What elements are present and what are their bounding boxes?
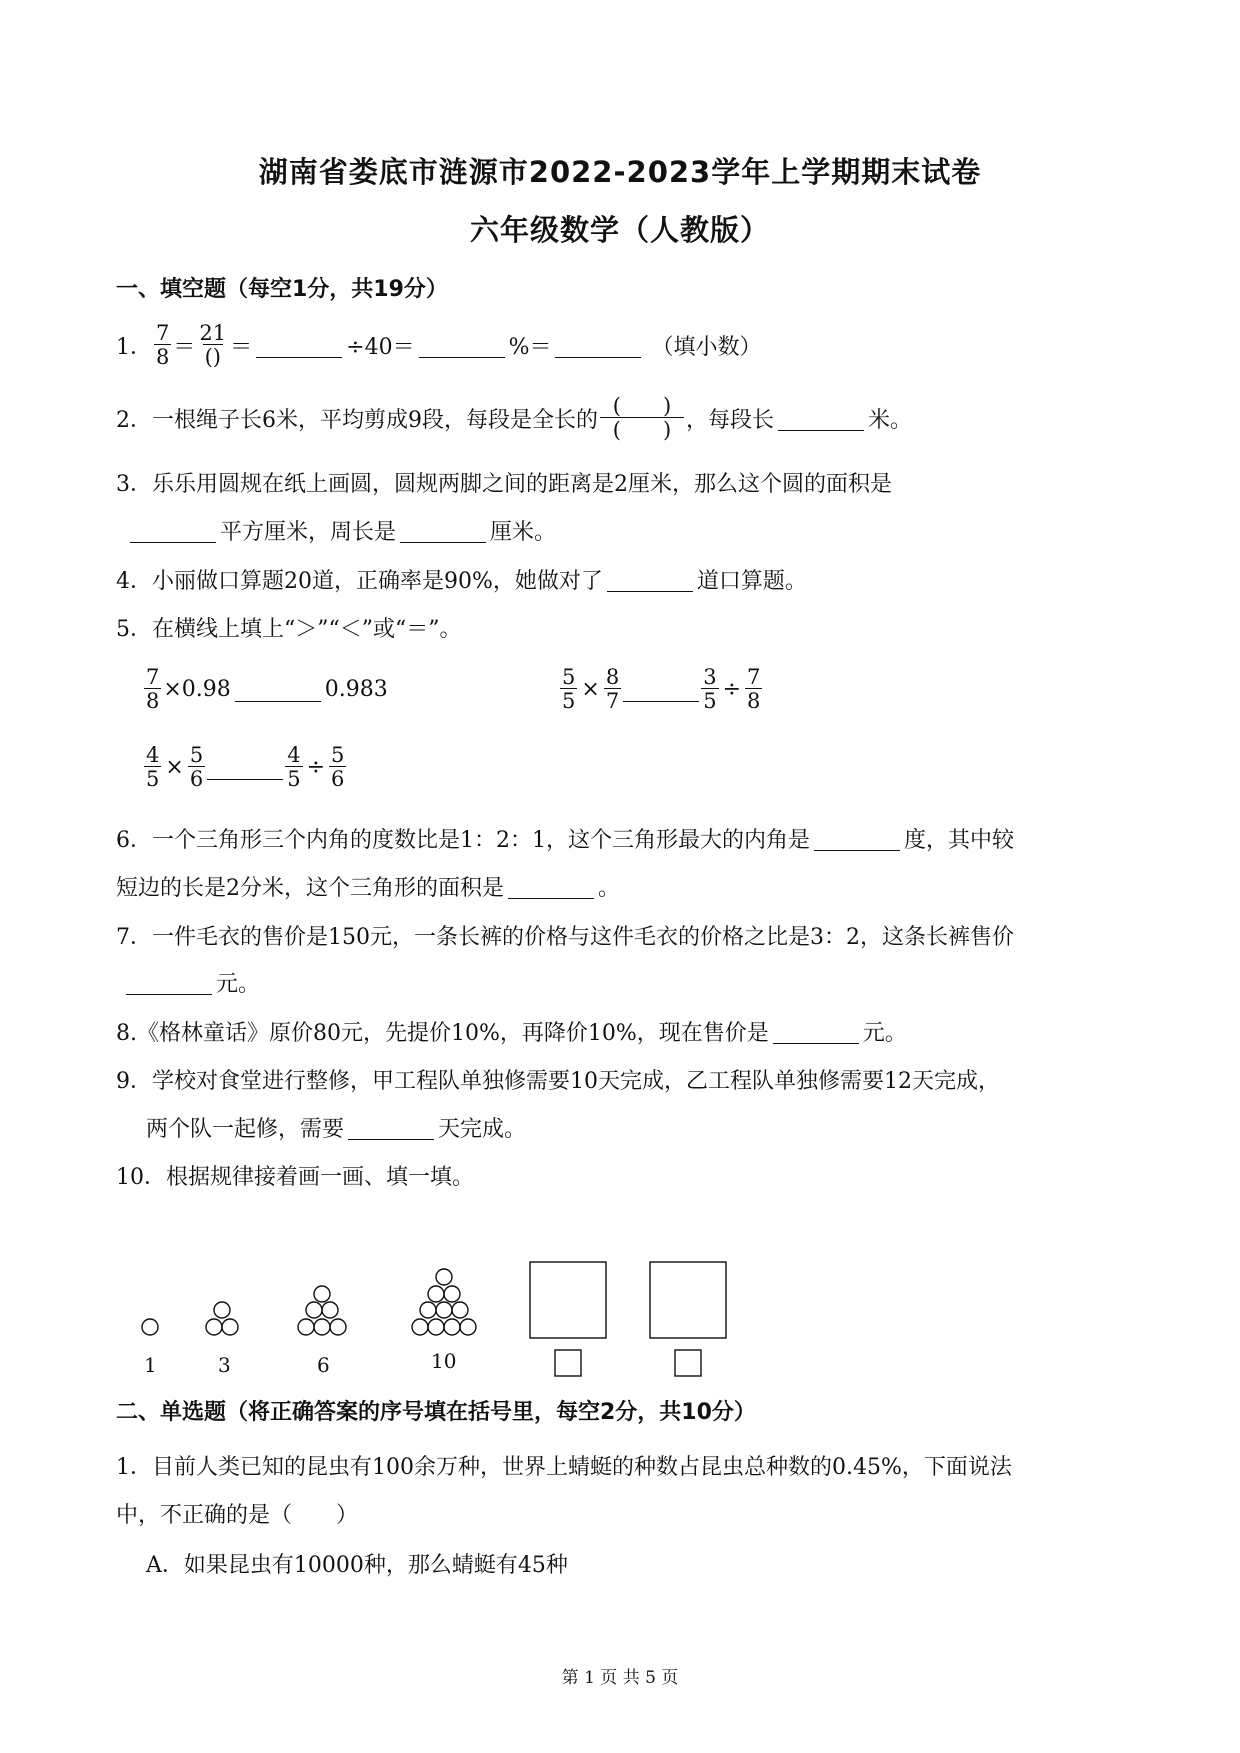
- answer-blank[interactable]: [235, 677, 321, 702]
- answer-blank[interactable]: [348, 1115, 434, 1140]
- pattern-circle: [314, 1286, 330, 1302]
- pattern-circle: [452, 1302, 468, 1318]
- fraction-blank[interactable]: $\frac{( )}{( )}$: [600, 396, 684, 441]
- question-1-9-cont: 两个队一起修，需要 天完成。: [146, 1116, 527, 1142]
- answer-blank[interactable]: [778, 406, 864, 431]
- answer-blank[interactable]: [607, 567, 693, 592]
- fraction: $\frac{7}{8}$: [156, 320, 170, 369]
- section-2-heading: 二、单选题（将正确答案的序号填在括号里，每空2分，共10分）: [116, 1400, 756, 1425]
- pattern-label: 10: [431, 1349, 457, 1373]
- circle-pattern-figure: [130, 1250, 750, 1390]
- option-a[interactable]: A．如果昆虫有10000种，那么蜻蜓有45种: [146, 1552, 568, 1578]
- question-1-9: 9．学校对食堂进行整修，甲工程队单独修需要10天完成，乙工程队单独修需要12天完成，: [116, 1068, 1000, 1094]
- answer-blank[interactable]: [814, 826, 900, 851]
- answer-blank[interactable]: [400, 518, 486, 543]
- fraction: $\frac{5}{6}$: [331, 742, 345, 791]
- exam-title: 湖南省娄底市涟源市2022-2023学年上学期期末试卷: [258, 155, 982, 189]
- answer-box[interactable]: [555, 1350, 581, 1376]
- answer-blank[interactable]: [555, 333, 641, 358]
- fraction: $\frac{7}{8}$: [146, 664, 160, 713]
- pattern-circle: [206, 1319, 222, 1335]
- pattern-circle: [420, 1302, 436, 1318]
- answer-blank[interactable]: [207, 755, 283, 780]
- pattern-label: 6: [317, 1353, 330, 1377]
- compare-b: $\frac{5}{5}$ × $\frac{8}{7}$ $\frac{3}{5}$ ÷ $\frac{7}{8}$: [562, 664, 761, 713]
- pattern-circle: [412, 1319, 428, 1335]
- answer-blank[interactable]: [508, 874, 594, 899]
- pattern-circle: [436, 1302, 452, 1318]
- pattern-circle: [444, 1286, 460, 1302]
- answer-blank[interactable]: [419, 333, 505, 358]
- answer-blank[interactable]: [126, 970, 212, 995]
- question-1-3-cont: 平方厘米，周长是 厘米。: [126, 504, 556, 556]
- answer-blank[interactable]: [256, 333, 342, 358]
- answer-box[interactable]: [675, 1350, 701, 1376]
- compare-a: $\frac{7}{8}$ ×0.98 0.983: [146, 664, 388, 713]
- question-1-4: 4．小丽做口算题20道，正确率是90%，她做对了 道口算题。: [116, 568, 807, 594]
- section-1-heading: 一、填空题（每空1分，共19分）: [116, 277, 448, 302]
- fraction: $\frac{21}{()}$: [199, 320, 227, 369]
- question-1-6-cont: 短边的长是2分米，这个三角形的面积是 。: [116, 875, 621, 901]
- pattern-circle: [428, 1319, 444, 1335]
- pattern-circle: [460, 1319, 476, 1335]
- pattern-circle: [214, 1302, 230, 1318]
- answer-blank[interactable]: [130, 518, 216, 543]
- fraction: $\frac{4}{5}$: [146, 742, 160, 791]
- pattern-circle: [436, 1269, 452, 1285]
- question-2-1: 1．目前人类已知的昆虫有100余万种，世界上蜻蜓的种数占昆虫总种数的0.45%，下面说法: [116, 1454, 1012, 1480]
- pattern-label: 1: [144, 1353, 157, 1377]
- pattern-label: 3: [218, 1353, 231, 1377]
- question-2-1-cont: 中，不正确的是（ ）: [116, 1502, 359, 1528]
- answer-blank[interactable]: [773, 1019, 859, 1044]
- question-1-1: 1． $\frac{7}{8}$ ＝ $\frac{21}{()}$ ＝ ÷40＝ %＝ （填小数）: [116, 320, 762, 369]
- question-1-8: 8.《格林童话》原价80元，先提价10%，再降价10%，现在售价是 元。: [116, 1020, 907, 1046]
- pattern-circle: [142, 1319, 158, 1335]
- fraction: $\frac{5}{5}$: [562, 664, 576, 713]
- compare-c: $\frac{4}{5}$ × $\frac{5}{6}$ $\frac{4}{5}$ ÷ $\frac{5}{6}$: [146, 742, 345, 791]
- question-1-2: 2．一根绳子长6米，平均剪成9段，每段是全长的 $\frac{( )}{( )}$ ，每段长 米。: [116, 393, 913, 442]
- question-1-3: 3．乐乐用圆规在纸上画圆，圆规两脚之间的距离是2厘米，那么这个圆的面积是: [116, 471, 892, 497]
- pattern-circle: [428, 1286, 444, 1302]
- page-footer: 第 1 页 共 5 页: [561, 1668, 679, 1688]
- fraction: $\frac{4}{5}$: [287, 742, 301, 791]
- question-1-10: 10．根据规律接着画一画、填一填。: [116, 1164, 474, 1190]
- answer-blank[interactable]: [623, 677, 699, 702]
- pattern-circle: [222, 1319, 238, 1335]
- question-1-7: 7．一件毛衣的售价是150元，一条长裤的价格与这件毛衣的价格之比是3：2，这条长裤售价: [116, 924, 1014, 950]
- pattern-circle: [298, 1319, 314, 1335]
- pattern-circle: [444, 1319, 460, 1335]
- draw-box[interactable]: [530, 1262, 606, 1338]
- fraction: $\frac{5}{6}$: [189, 742, 204, 791]
- pattern-circle: [330, 1319, 346, 1335]
- pattern-circle: [314, 1319, 330, 1335]
- question-1-7-cont: 元。: [122, 956, 260, 1008]
- question-1-6: 6．一个三角形三个内角的度数比是1：2：1，这个三角形最大的内角是 度，其中较: [116, 827, 1015, 853]
- draw-box[interactable]: [650, 1262, 726, 1338]
- question-1-5: 5．在横线上填上“＞”“＜”或“＝”。: [116, 616, 462, 642]
- pattern-circle: [306, 1302, 322, 1318]
- pattern-circle: [322, 1302, 338, 1318]
- fraction: $\frac{7}{8}$: [747, 664, 761, 713]
- fraction: $\frac{3}{5}$: [703, 664, 717, 713]
- fraction: $\frac{8}{7}$: [605, 664, 620, 713]
- exam-subtitle: 六年级数学（人教版）: [469, 213, 770, 247]
